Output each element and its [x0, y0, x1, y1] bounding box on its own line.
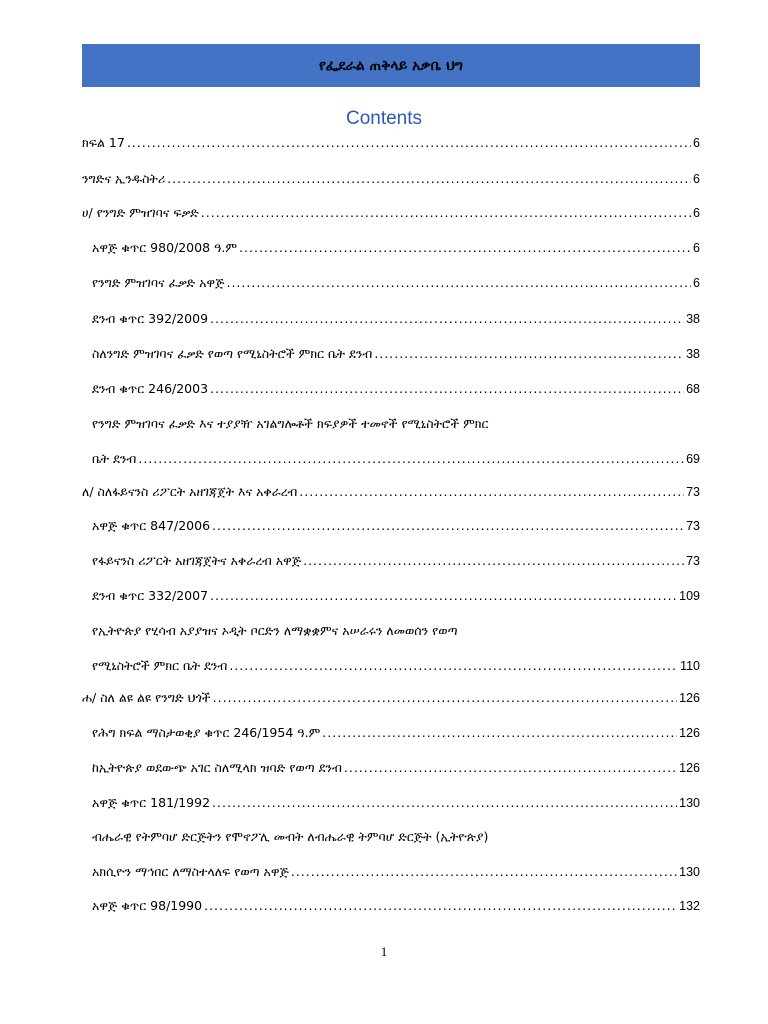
toc-entry[interactable] [92, 622, 700, 675]
toc-entry[interactable] [92, 415, 700, 468]
toc-entry-title: ስለንግድ ምዝገባና ፈቃድ የወጣ የሚኒስትሮች ምክር ቤት ደንብ [92, 346, 373, 361]
dot-leader [303, 552, 684, 569]
dot-leader [291, 863, 677, 880]
dot-leader [213, 689, 677, 706]
toc-entry-title-line1: የኢትዮጵያ የሂሳብ አያያዝና ኦዲት ቦርድን ለማቋቋምና አሠራሩን ለመወሰን የወጣ [92, 623, 458, 638]
toc-page-number: 126 [679, 726, 700, 740]
toc-page-number: 69 [686, 452, 700, 466]
toc-entry[interactable] [92, 587, 700, 605]
toc-page-number: 132 [679, 899, 700, 913]
dot-leader [322, 724, 677, 741]
toc-entry-title: ለ/ ስለፋይናንስ ሪፖርት አዘገጃጀት እና አቀራረብ [82, 484, 298, 499]
toc-entry[interactable] [92, 274, 700, 292]
toc-page-number: 38 [686, 347, 700, 361]
toc-entry[interactable] [82, 134, 700, 152]
toc-entry[interactable] [92, 310, 700, 328]
header-banner [82, 44, 700, 87]
dot-leader [210, 310, 684, 327]
toc-page-number: 130 [679, 865, 700, 879]
dot-leader [226, 274, 691, 291]
dot-leader [127, 134, 691, 151]
toc-page-number: 130 [679, 796, 700, 810]
toc-page-number: 68 [686, 382, 700, 396]
toc-entry-title: አዋጅ ቁጥር 181/1992 [92, 795, 211, 810]
toc-entry[interactable] [82, 204, 700, 222]
toc-entry-title: አክሲዮን ማኅበር ለማስተላለፍ የወጣ አዋጅ [92, 864, 289, 879]
toc-entry-title: የሕግ ክፍል ማስታወቂያ ቁጥር 246/1954 ዓ.ም [92, 725, 321, 740]
toc-entry-title: ክፍል 17 [82, 135, 125, 150]
toc-page-number: 126 [679, 691, 700, 705]
toc-entry[interactable] [82, 689, 700, 707]
toc-page-number: 73 [686, 554, 700, 568]
toc-page-number: 6 [693, 136, 700, 150]
toc-page-number: 73 [686, 519, 700, 533]
toc-entry[interactable] [82, 170, 700, 188]
toc-entry[interactable] [92, 345, 700, 363]
toc-page-number: 6 [693, 172, 700, 186]
dot-leader [201, 204, 691, 221]
dot-leader [344, 759, 677, 776]
toc-entry-title: የንግድ ምዝገባና ፈቃድ አዋጅ [92, 275, 225, 290]
contents-heading: Contents [345, 108, 423, 129]
toc-entry-title-line1: የንግድ ምዝገባና ፈቃድ እና ተያያዥ አገልግሎቶች ክፍያዎች ተመኖች የሚኒስትሮች ምክር [92, 416, 489, 431]
toc-page-number: 38 [686, 312, 700, 326]
toc-entry-title: አዋጅ ቁጥር 98/1990 [92, 898, 203, 913]
toc-page-number: 6 [693, 276, 700, 290]
toc-page-number: 6 [693, 241, 700, 255]
dot-leader [212, 794, 677, 811]
toc-entry[interactable] [82, 483, 700, 501]
toc-entry-title: ንግድና ኢንዱስትሪ [82, 171, 166, 186]
banner-title: የፌደራል ጠቅላይ አቃቤ ህግ [318, 57, 464, 74]
toc-entry-title: ሀ/ የንግድ ምዝገባና ፍቃድ [82, 205, 199, 220]
toc-entry[interactable] [92, 724, 700, 742]
toc-entry-title: የሚኒስትሮች ምክር ቤት ደንብ [92, 658, 228, 673]
toc-entry[interactable] [92, 794, 700, 812]
toc-entry-title: ደንብ ቁጥር 332/2007 [92, 588, 209, 603]
dot-leader [374, 345, 684, 362]
dot-leader [210, 380, 684, 397]
dot-leader [212, 517, 684, 534]
toc-entry-title: ቤት ደንብ [92, 451, 137, 466]
dot-leader [204, 897, 677, 914]
dot-leader [299, 483, 684, 500]
toc-entry-title: ከኢትዮጵያ ወደውጭ አገር ስለሚላክ ዝባድ የወጣ ደንብ [92, 760, 342, 775]
toc-entry[interactable] [92, 759, 700, 777]
toc-entry-title: የፋይናንስ ሪፖርት አዘገጃጀትና አቀራረብ አዋጅ [92, 553, 302, 568]
toc-entry-title: ሐ/ ስለ ልዩ ልዩ የንግድ ህጎች [82, 690, 211, 705]
toc-page-number: 126 [679, 761, 700, 775]
toc-entry[interactable] [92, 552, 700, 570]
toc-entry-title: ደንብ ቁጥር 246/2003 [92, 381, 209, 396]
toc-entry[interactable] [92, 828, 700, 881]
dot-leader [239, 239, 691, 256]
toc-entry[interactable] [92, 897, 700, 915]
toc-page-number: 109 [679, 589, 700, 603]
toc-entry-title: አዋጅ ቁጥር 980/2008 ዓ.ም [92, 240, 238, 255]
dot-leader [167, 170, 691, 187]
toc-page-number: 6 [693, 206, 700, 220]
page-number: 1 [380, 944, 388, 959]
toc-entry-title: ደንብ ቁጥር 392/2009 [92, 311, 209, 326]
dot-leader [210, 587, 677, 604]
toc-entry[interactable] [92, 380, 700, 398]
dot-leader [229, 657, 678, 674]
toc-page-number: 110 [680, 659, 700, 673]
toc-entry[interactable] [92, 239, 700, 257]
dot-leader [138, 450, 684, 467]
toc-page-number: 73 [686, 485, 700, 499]
toc-entry-title-line1: ብሔራዊ የትምባሆ ድርጅትን የሞኖፖሊ መብት ለብሔራዊ ትምባሆ ድርጅት (ኢትዮጵያ) [92, 829, 489, 844]
toc-entry-title: አዋጅ ቁጥር 847/2006 [92, 518, 211, 533]
toc-entry[interactable] [92, 517, 700, 535]
